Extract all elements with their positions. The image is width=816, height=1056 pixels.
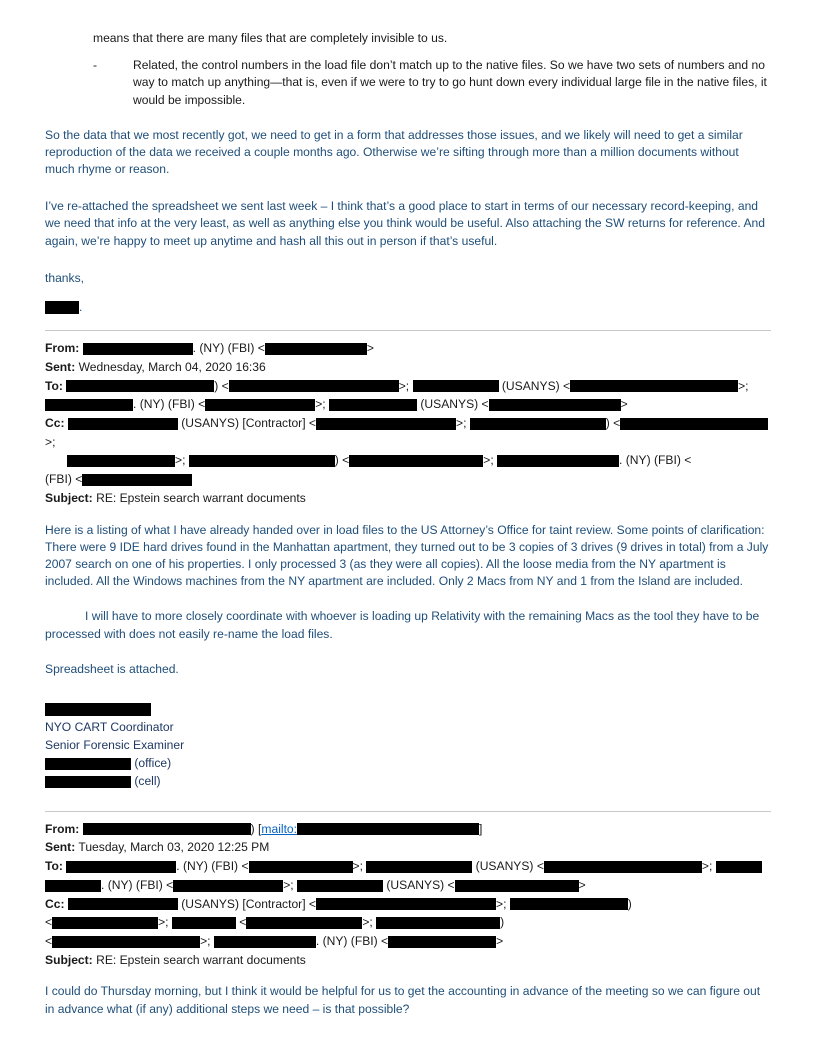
- phone-1-label: (office): [134, 756, 172, 771]
- signature-phone-1: [45, 754, 771, 772]
- redaction-block: [388, 936, 496, 948]
- hdr-frag: (USANYS) [Contractor] <: [177, 416, 316, 430]
- hdr-frag: >;: [362, 915, 377, 930]
- to-line: [45, 377, 771, 414]
- hdr-frag: >;: [175, 453, 189, 468]
- redaction-block: [52, 917, 158, 929]
- hdr-frag: <: [45, 933, 53, 948]
- hdr-frag: >: [496, 933, 504, 948]
- hdr-frag: ) <: [214, 378, 229, 393]
- redaction-block: [544, 861, 702, 873]
- from-suffix: . (NY) (FBI) <: [192, 341, 265, 356]
- redaction-block: [52, 936, 200, 948]
- cc-line: [45, 414, 771, 489]
- hdr-frag: >: [578, 877, 586, 892]
- hdr-frag: >;: [483, 453, 498, 468]
- redaction-block: [45, 758, 131, 770]
- signature-phone-2: [45, 772, 771, 790]
- redaction-block: [413, 380, 499, 392]
- redaction-block: [45, 301, 79, 314]
- redaction-block: [68, 898, 178, 910]
- hdr-frag: >;: [701, 859, 716, 874]
- phone-2-label: (cell): [134, 774, 161, 789]
- redaction-block: [45, 776, 131, 788]
- sent-line: [45, 358, 771, 377]
- hdr-frag: >: [620, 397, 628, 412]
- message-1-body-3: Spreadsheet is attached.: [45, 661, 179, 676]
- from-label: From:: [45, 341, 80, 356]
- hdr-frag: <: [45, 915, 53, 930]
- subject-value: RE: Epstein search warrant documents: [96, 952, 306, 967]
- hdr-frag: >;: [283, 877, 298, 892]
- hdr-frag: (USANYS) [Contractor] <: [177, 896, 316, 911]
- cc-line: [45, 895, 771, 951]
- to-label: To:: [45, 859, 63, 874]
- hdr-frag: ): [627, 896, 632, 911]
- top-paragraph: means that there are many files that are completely invisible to us.: [93, 31, 448, 45]
- redaction-block: [297, 880, 383, 892]
- hdr-frag: >;: [496, 896, 510, 911]
- to-line: [45, 857, 771, 894]
- paragraph-2: I’ve re-attached the spreadsheet we sent last week – I think that’s a good place to start in terms of our necessary record-keeping, and we need that info at the very least, as well as anything else you think would be useful. Also attaching the SW returns for reference. And again, we’re happy to meet up anytime and hash all this out in person if that’s useful.: [45, 199, 765, 248]
- subject-label: Subject:: [45, 952, 93, 967]
- redaction-block: [249, 861, 353, 873]
- cc-label: Cc:: [45, 896, 65, 911]
- hdr-frag: >;: [738, 378, 749, 393]
- sent-value: Tuesday, March 03, 2020 12:25 PM: [78, 840, 270, 855]
- hdr-frag: ) <: [334, 453, 350, 468]
- redaction-block: [172, 917, 236, 929]
- redaction-block: [316, 418, 456, 430]
- sent-value: Wednesday, March 04, 2020 16:36: [78, 359, 266, 374]
- hdr-frag: . (NY) (FBI) <: [315, 933, 389, 948]
- redaction-block: [67, 455, 175, 467]
- redaction-block: [83, 343, 193, 355]
- from-label: From:: [45, 821, 80, 836]
- subject-line: [45, 489, 771, 508]
- redaction-block: [45, 399, 133, 411]
- from-end: >: [366, 341, 374, 356]
- to-label: To:: [45, 378, 63, 393]
- redaction-block: [265, 343, 367, 355]
- redaction-block: [45, 880, 101, 892]
- paragraph-thanks: thanks,: [45, 270, 84, 285]
- bullet-item: [93, 57, 771, 109]
- signature-period: .: [79, 299, 83, 314]
- hdr-frag: <: [235, 915, 247, 930]
- hdr-frag: (USANYS) <: [417, 397, 489, 412]
- hdr-frag: ) <: [605, 416, 621, 430]
- hdr-frag: (USANYS) <: [383, 877, 455, 892]
- signature-title-2: Senior Forensic Examiner: [45, 738, 185, 753]
- hdr-frag: >;: [45, 434, 56, 449]
- hdr-frag: >;: [398, 378, 413, 393]
- redaction-block: [214, 936, 316, 948]
- redaction-block: [83, 823, 251, 835]
- redaction-block: [66, 380, 214, 392]
- divider: [45, 330, 771, 331]
- sent-line: [45, 838, 771, 857]
- redaction-block: [366, 861, 472, 873]
- redaction-block: [173, 880, 283, 892]
- signature-name-redacted: [45, 700, 771, 718]
- message-1-signature: [45, 700, 771, 791]
- redaction-block: [716, 861, 762, 873]
- paragraph-1: So the data that we most recently got, we need to get in a form that addresses those issues, and we likely will need to get a similar reproduction of the data we received a couple months ago. Otherwise we’re sifting through more than a million documents without much rhyme or reason.: [45, 127, 743, 177]
- redaction-block: [510, 898, 628, 910]
- hdr-frag: . (NY) (FBI) <: [101, 877, 174, 892]
- hdr-frag: >;: [158, 915, 172, 930]
- divider: [45, 811, 771, 812]
- signature-redacted-line: [45, 299, 771, 316]
- redaction-block: [229, 380, 399, 392]
- redaction-block: [189, 455, 335, 467]
- hdr-frag: . (NY) (FBI) <: [619, 453, 692, 468]
- message-2-body-1: I could do Thursday morning, but I think it would be helpful for us to get the accounting in advance of the meeting so we can figure out in advance what (if any) additional steps we need – is that possible?: [45, 984, 761, 1016]
- redaction-block: [620, 418, 768, 430]
- redaction-block: [329, 399, 417, 411]
- redaction-block: [246, 917, 362, 929]
- hdr-frag: >;: [200, 933, 214, 948]
- sent-label: Sent:: [45, 359, 76, 374]
- from-line: [45, 820, 771, 839]
- redaction-block: [470, 418, 606, 430]
- redaction-block: [570, 380, 738, 392]
- redaction-block: [497, 455, 619, 467]
- redaction-block: [376, 917, 500, 929]
- redaction-block: [68, 418, 178, 430]
- subject-value: RE: Epstein search warrant documents: [96, 490, 306, 505]
- hdr-frag: . (NY) (FBI) <: [176, 859, 249, 874]
- bullet-dash: -: [93, 58, 98, 73]
- redaction-block: [66, 861, 176, 873]
- bullet-text: Related, the control numbers in the load file don’t match up to the native files. So we have two sets of numbers and no way to match up anything—that is, even if we were to try to go hunt down every individual large file in the native files, it would be impossible.: [133, 58, 767, 107]
- hdr-frag: (USANYS) <: [472, 859, 544, 874]
- hdr-frag: ]: [479, 821, 483, 836]
- mailto-link[interactable]: mailto:: [261, 821, 298, 836]
- message-1-body-2: I will have to more closely coordinate with whoever is loading up Relativity with the remaining Macs as the tool they have to be processed with does not easily re-name the load files.: [45, 609, 760, 641]
- redaction-block: [455, 880, 579, 892]
- redaction-block: [489, 399, 621, 411]
- cc-wrap-prefix: (FBI) <: [45, 472, 83, 487]
- redaction-block: [45, 703, 151, 716]
- subject-line: [45, 951, 771, 970]
- message-1-headers: [45, 339, 771, 508]
- subject-label: Subject:: [45, 490, 93, 505]
- message-2-headers: [45, 820, 771, 970]
- message-1-body-1: Here is a listing of what I have already handed over in load files to the US Attorney’s Office for taint review. Some points of clarification: There were 9 IDE hard drives found in the Manhattan apartment, they turned out to be 3 copies of 3 drives (9 drives in total) from a July 2007 search on one of his properties. I only processed 3 (as they were all copies). All the loose media from the NY apartment is included. All the Windows machines from the NY apartment are included. Only 2 Macs from NY and 1 from the Island are included.: [45, 522, 769, 589]
- hdr-frag: ) [: [250, 821, 262, 836]
- redaction-block: [205, 399, 315, 411]
- redaction-block: [316, 898, 496, 910]
- hdr-frag: (USANYS) <: [498, 378, 571, 393]
- hdr-frag: ): [500, 915, 505, 930]
- hdr-frag: >;: [456, 416, 470, 430]
- sent-label: Sent:: [45, 840, 76, 855]
- redaction-block: [82, 474, 192, 486]
- redaction-block: [297, 823, 479, 835]
- hdr-frag: . (NY) (FBI) <: [133, 397, 206, 412]
- signature-title-1: NYO CART Coordinator: [45, 720, 174, 735]
- cc-label: Cc:: [45, 416, 65, 430]
- hdr-frag: >;: [315, 397, 330, 412]
- redaction-block: [349, 455, 483, 467]
- hdr-frag: >;: [352, 859, 367, 874]
- from-line: [45, 339, 771, 358]
